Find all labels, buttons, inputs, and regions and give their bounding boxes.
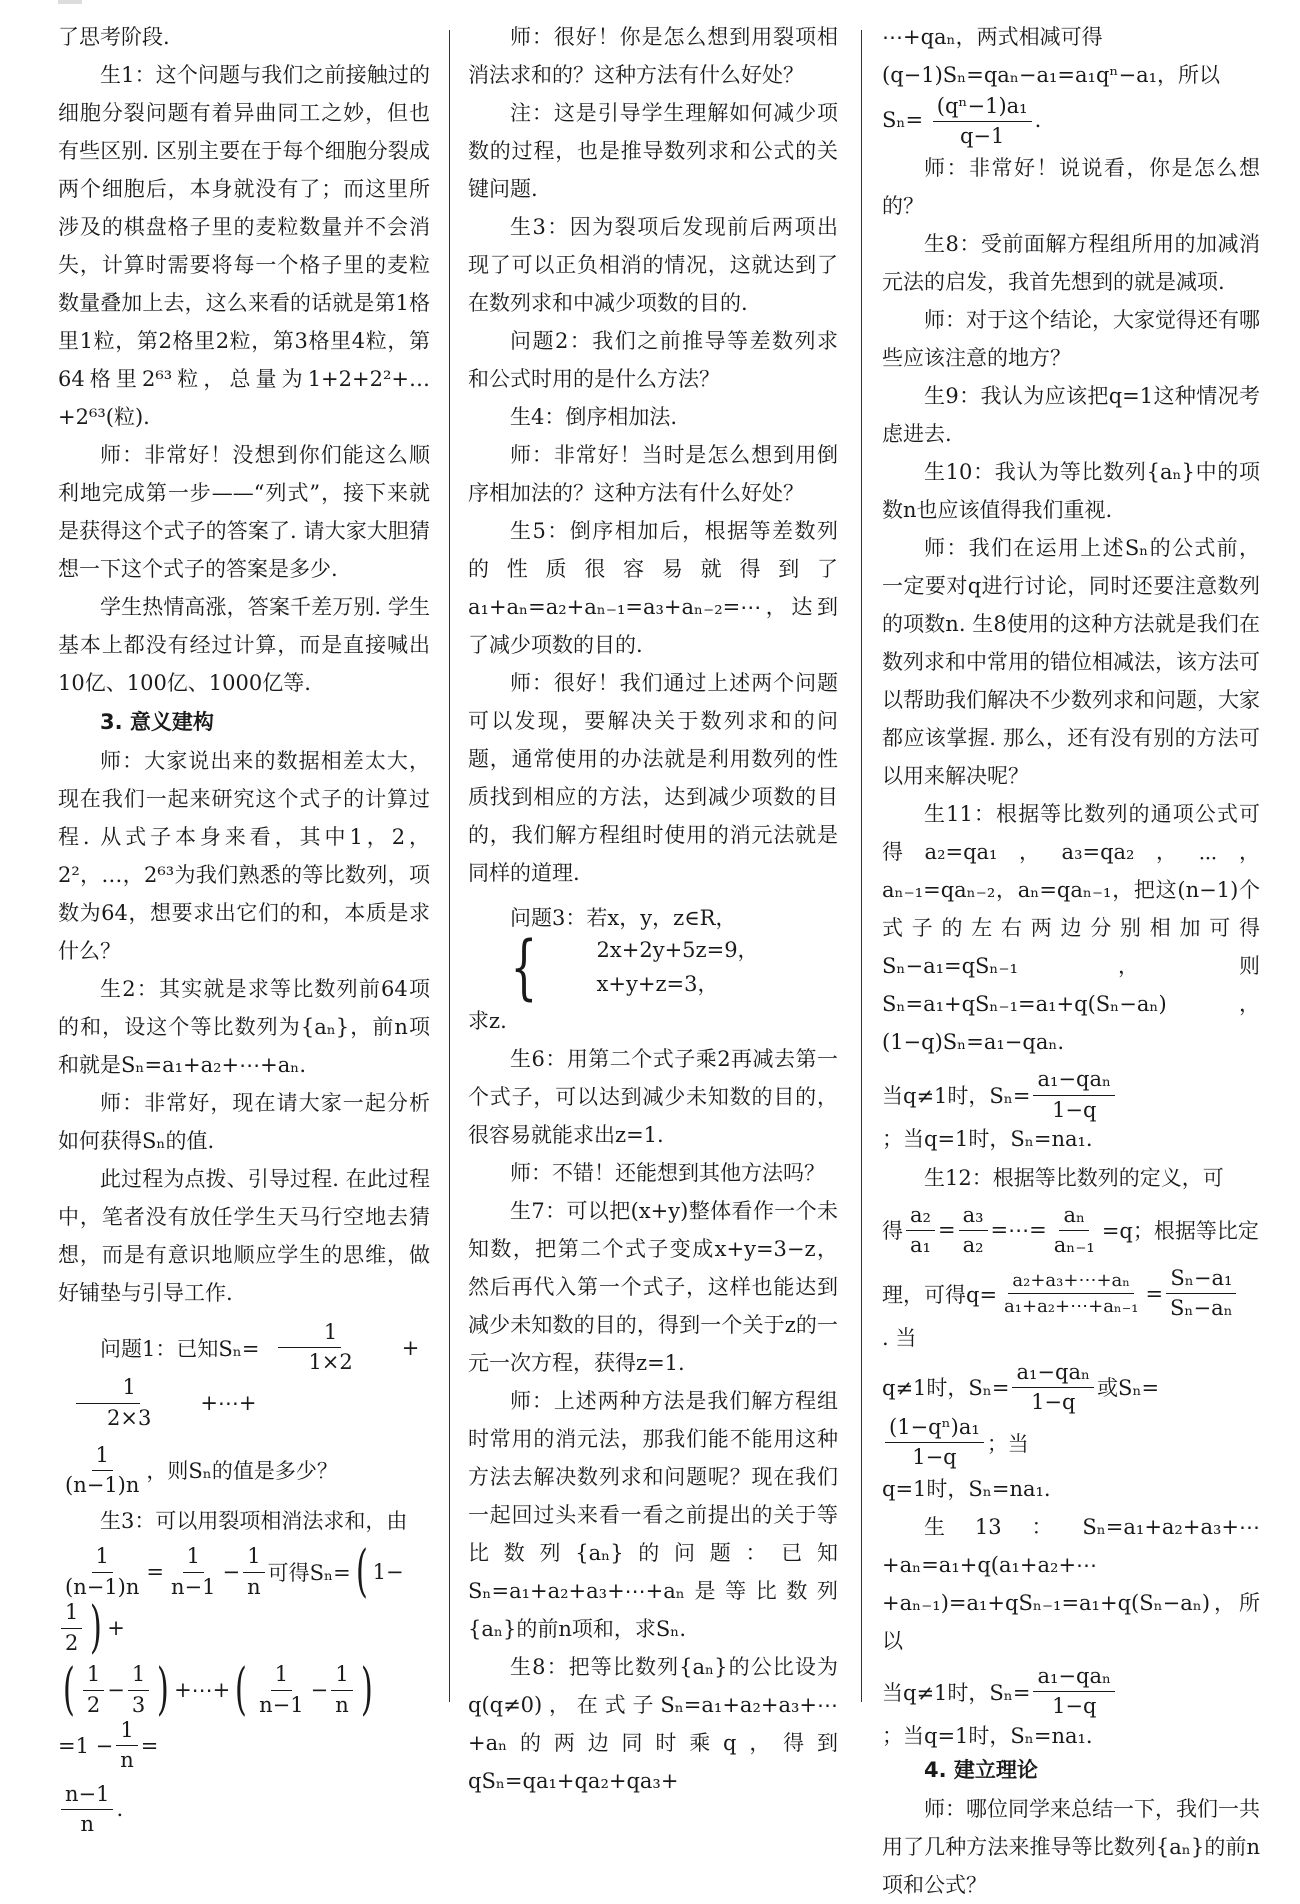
paragraph: 生10：我认为等比数列{aₙ}中的项数n也应该值得我们重视. xyxy=(882,460,1260,523)
paragraph: 师：很好！我们通过上述两个问题可以发现，要解决关于数列求和的问题，通常使用的办法就是利用数列的性质找到相应的方法，达到减少项数的目的，我们解方程组时使用的消元法就是同样的道理. xyxy=(468,671,838,885)
column-1-text xyxy=(58,18,430,1312)
student13-result: 当q≠1时，Sₙ= $\frac{\text{a₁−qaₙ}}{1-q}$ ；当q=1时，Sₙ=na₁. xyxy=(882,1664,1260,1749)
telescoping-line-2: ( $\frac{1}{2}$ − $\frac{1}{3}$ ) +⋯+ ( $\frac{1}{n-1}$ − $\frac{1}{n}$ ) =1 − $\frac{1}{n}$ = xyxy=(58,1657,373,1773)
student3-intro: 生3：可以用裂项相消法求和，由 xyxy=(100,1509,408,1534)
paragraph: 师：非常好！没想到你们能这么顺利地完成第一步——“列式”，接下来就是获得这个式子的答案了. 请大家大胆猜想一下这个式子的答案是多少. xyxy=(58,443,430,581)
fraction: $\frac{1}{1\times 2}$ xyxy=(262,1320,356,1375)
paragraph: 此过程为点拨、引导过程. 在此过程中，笔者没有放任学生天马行空地去猜想，而是有意识地顺应学生的思维，做好铺垫与引导工作. xyxy=(58,1167,430,1305)
column-2-text-b xyxy=(468,1040,838,1800)
paragraph: 生9：我认为应该把q=1这种情况考虑进去. xyxy=(882,384,1260,447)
q1-label: 问题1：已知Sₙ= xyxy=(100,1336,260,1361)
paragraph: 生7：可以把(x+y)整体看作一个未知数，把第二个式子变成x+y=3−z，然后再代入第一个式子，这样也能达到减少未知数的目的，得到一个关于z的一元一次方程，获得z=1. xyxy=(468,1199,838,1375)
paragraph: 生2：其实就是求等比数列前64项的和，设这个等比数列为{aₙ}，前n项和就是Sₙ=a₁+a₂+⋯+aₙ. xyxy=(58,977,430,1077)
paragraph: 师：上述两种方法是我们解方程组时常用的消元法，那我们能不能用这种方法去解决数列求和问题呢？现在我们一起回过头来看一看之前提出的关于等比数列{aₙ}的问题：已知Sₙ=a₁+a₂+a₃+⋯+aₙ是等比数列{aₙ}的前n项和，求Sₙ. xyxy=(468,1389,838,1641)
paragraph: 师：我们在运用上述Sₙ的公式前，一定要对q进行讨论，同时还要注意数列的项数n. 生8使用的这种方法就是我们在数列求和中常用的错位相减法，该方法可以帮助我们解决不少数列求和问题，大家都应该掌握. 那么，还有没有别的方法可以用来解决呢？ xyxy=(882,536,1260,789)
question-3-ask: 求z. xyxy=(468,1009,507,1033)
paragraph: 问题2：我们之前推导等差数列求和公式时用的是什么方法？ xyxy=(468,329,838,391)
column-3 xyxy=(882,18,1260,1904)
paragraph: 了思考阶段. xyxy=(58,25,170,49)
paragraph: 师：对于这个结论，大家觉得还有哪些应该注意的地方？ xyxy=(882,308,1260,371)
teacher-question: 师：哪位同学来总结一下，我们一共用了几种方法来推导等比数列{aₙ}的前n项和公式？ xyxy=(882,1796,1260,1897)
paragraph: 注：这是引导学生理解如何减少项数的过程，也是推导数列求和公式的关键问题. xyxy=(468,101,838,201)
paragraph: 师：很好！你是怎么想到用裂项相消法求和的？这种方法有什么好处？ xyxy=(468,25,838,87)
question-1-cont: $\frac{1}{(n-1)n}$ ，则Sₙ的值是多少？ xyxy=(58,1443,430,1498)
column-3-text-a xyxy=(882,149,1260,1061)
paragraph: 生11：根据等比数列的通项公式可得a₂=qa₁，a₃=qa₂，⋯，aₙ₋₁=qaₙ₋₂，aₙ=qaₙ₋₁，把这(n−1)个式子的左右两边分别相加可得Sₙ−a₁=qSₙ₋₁，则Sₙ=a₁+qSₙ₋₁=a₁+q(Sₙ−aₙ)，(1−q)Sₙ=a₁−qaₙ. xyxy=(882,802,1260,1055)
paragraph: 生3：因为裂项后发现前后两项出现了可以正负相消的情况，这就达到了在数列求和中减少项数的目的. xyxy=(468,215,838,315)
paragraph: 生6：用第二个式子乘2再减去第一个式子，可以达到减少未知数的目的，很容易就能求出z=1. xyxy=(468,1047,838,1147)
student8-derivation: ⋯+qaₙ，两式相减可得(q−1)Sₙ=qaₙ−a₁=a₁qⁿ−a₁，所以Sₙ= $\frac{\text{(qⁿ−1)a₁}}{q-1}$ . xyxy=(882,25,1221,149)
fraction: $\frac{1}{2\times 3}$ xyxy=(61,1375,155,1430)
section-heading-4: 4. 建立理论 xyxy=(924,1757,1038,1782)
student13: 生13：Sₙ=a₁+a₂+a₃+⋯+aₙ=a₁+q(a₁+a₂+⋯+aₙ₋₁)=a₁+qSₙ₋₁=a₁+q(Sₙ−aₙ)，所以 xyxy=(882,1515,1260,1654)
paragraph: 师：大家说出来的数据相差太大，现在我们一起来研究这个式子的计算过程. 从式子本身来看，其中1，2，2²，…，2⁶³为我们熟悉的等比数列，项数为64，想要求出它们的和，本质是求什么？ xyxy=(58,749,430,963)
paragraph: 学生热情高涨，答案千差万别. 学生基本上都没有经过计算，而是直接喊出10亿、100亿、1000亿等. xyxy=(58,595,430,695)
student12-line-2: 理，可得q= $\frac{\text{a₂+a₃+⋯+aₙ}}{\text{a₁+a₂+⋯+aₙ₋₁}}$ = $\frac{\text{Sₙ−a₁}}{\text{Sₙ−aₙ}}$ . 当 xyxy=(882,1266,1260,1351)
section-heading: 3. 意义建构 xyxy=(100,710,214,734)
question-1: 问题1：已知Sₙ= $\frac{1}{1\times 2}$ + $\frac{1}{2\times 3}$ +⋯+ xyxy=(58,1320,430,1431)
column-2-text-a xyxy=(468,18,838,892)
paragraph: 生8：受前面解方程组所用的加减消元法的启发，我首先想到的就是减项. xyxy=(882,232,1260,295)
telescoping-result: $\frac{n-1}{n}$ . xyxy=(58,1782,430,1837)
paragraph: 师：不错！还能想到其他方法吗？ xyxy=(510,1161,825,1185)
top-mark xyxy=(58,0,82,4)
student12-line-4: q=1时，Sₙ=na₁. xyxy=(882,1477,1051,1502)
student12-line-1: 得 $\frac{\text{a₂}}{\text{a₁}}$ = $\frac{\text{a₃}}{\text{a₂}}$ =⋯= $\frac{\text{aₙ}}{\text{aₙ₋₁}}$ =q；根据等比定 xyxy=(882,1202,1259,1257)
paragraph: 生8：把等比数列{aₙ}的公比设为q(q≠0)，在式子Sₙ=a₁+a₂+a₃+⋯+aₙ的两边同时乘q，得到qSₙ=qa₁+qa₂+qa₃+ xyxy=(468,1655,838,1793)
student11-result: 当q≠1时，Sₙ= $\frac{\text{a₁−qaₙ}}{1-q}$ ；当q=1时，Sₙ=na₁. xyxy=(882,1067,1260,1152)
paragraph: 生5：倒序相加后，根据等差数列的性质很容易就得到了a₁+aₙ=a₂+aₙ₋₁=a₃+aₙ₋₂=⋯，达到了减少项数的目的. xyxy=(468,519,838,657)
student12-line-3: q≠1时，Sₙ= $\frac{\text{a₁−qaₙ}}{1-q}$ 或Sₙ= $\frac{\text{(1−qⁿ)a₁}}{1-q}$ ；当 xyxy=(882,1359,1160,1470)
paragraph: 师：非常好，现在请大家一起分析如何获得Sₙ的值. xyxy=(58,1091,430,1153)
column-1 xyxy=(58,18,430,1837)
column-2 xyxy=(468,18,838,1800)
paragraph: 生1：这个问题与我们之前接触过的细胞分裂问题有着异曲同工之妙，但也有些区别. 区别主要在于每个细胞分裂成两个细胞后，本身就没有了；而这里所涉及的棋盘格子里的麦粒数量并不会消失，计算时需要将每一个格子里的麦粒数量叠加上去，这么来看的话就是第1格里1粒，第2格里2粒，第3格里4粒，第64格里2⁶³粒，总量为1+2+2²+…+2⁶³(粒). xyxy=(58,63,430,429)
paragraph: 师：非常好！当时是怎么想到用倒序相加法的？这种方法有什么好处？ xyxy=(468,443,838,505)
paragraph: 生4：倒序相加法. xyxy=(510,405,678,429)
telescoping-line-1: $\frac{1}{(n-1)n}$ = $\frac{1}{n-1}$ − $\frac{1}{n}$ 可得Sₙ= ( 1− $\frac{1}{2}$ ) + xyxy=(58,1544,430,1656)
student12-intro: 生12：根据等比数列的定义，可 xyxy=(924,1165,1224,1190)
fraction: $\frac{1}{(n-1)n}$ xyxy=(65,1442,140,1497)
column-divider xyxy=(861,30,862,1702)
column-divider xyxy=(449,30,450,1702)
question-3: 问题3：若x，y，z∈R， { 2x+2y+5z=9， x+y+z=3， xyxy=(510,906,759,1008)
paragraph: 师：非常好！说说看，你是怎么想的？ xyxy=(882,156,1260,219)
